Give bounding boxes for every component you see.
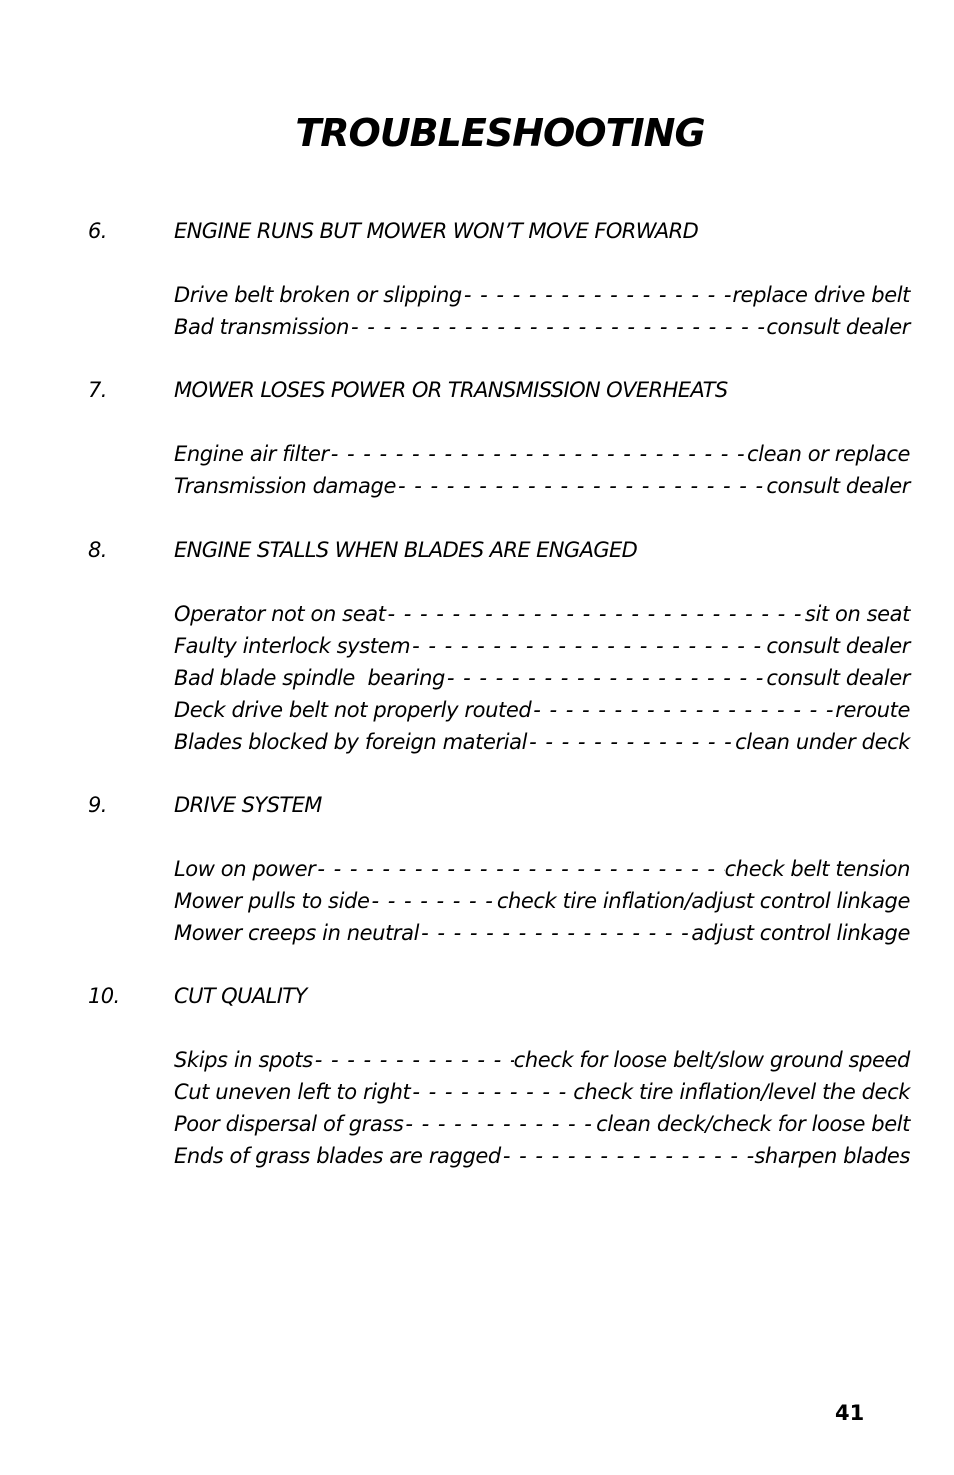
entry-list xyxy=(0,853,954,949)
section-title: MOWER LOSES POWER OR TRANSMISSION OVERHEATS xyxy=(174,378,728,402)
section-heading xyxy=(0,374,954,406)
problem-text: Poor dispersal of grass xyxy=(174,1112,404,1136)
section-9 xyxy=(0,789,954,949)
section-number: 9. xyxy=(88,793,107,817)
section-heading xyxy=(0,789,954,821)
dot-leader xyxy=(445,666,766,690)
section-number: 10. xyxy=(88,984,120,1008)
troubleshooting-entry xyxy=(174,279,910,311)
problem-text: Mower creeps in neutral xyxy=(174,921,420,945)
entry-list xyxy=(0,1044,954,1172)
remedy-text: check tire inflation/adjust control linkage xyxy=(496,889,910,913)
remedy-text: check belt tension xyxy=(724,857,910,881)
dot-leader xyxy=(313,1048,514,1072)
problem-text: Deck drive belt not properly routed xyxy=(174,698,532,722)
section-heading xyxy=(0,534,954,566)
remedy-text: consult dealer xyxy=(766,666,910,690)
remedy-text: consult dealer xyxy=(766,474,910,498)
problem-text: Cut uneven left to right xyxy=(174,1080,411,1104)
troubleshooting-entry xyxy=(174,1108,910,1140)
remedy-text: adjust control linkage xyxy=(691,921,910,945)
troubleshooting-entry xyxy=(174,630,910,662)
troubleshooting-entry xyxy=(174,694,910,726)
troubleshooting-entry xyxy=(174,662,910,694)
problem-text: Bad transmission xyxy=(174,315,350,339)
remedy-text: consult dealer xyxy=(766,634,910,658)
problem-text: Engine air filter xyxy=(174,442,329,466)
remedy-text: check tire inflation/level the deck xyxy=(573,1080,910,1104)
dot-leader xyxy=(403,1112,596,1136)
troubleshooting-entry xyxy=(174,917,910,949)
section-7 xyxy=(0,374,954,502)
page-title: TROUBLESHOOTING xyxy=(295,111,705,156)
troubleshooting-entry xyxy=(174,726,910,758)
section-number: 7. xyxy=(88,378,107,402)
dot-leader xyxy=(501,1144,755,1168)
section-title: ENGINE STALLS WHEN BLADES ARE ENGAGED xyxy=(174,538,638,562)
entry-list xyxy=(0,598,954,758)
remedy-text: consult dealer xyxy=(766,315,910,339)
remedy-text: sharpen blades xyxy=(754,1144,910,1168)
section-title: DRIVE SYSTEM xyxy=(174,793,322,817)
problem-text: Skips in spots xyxy=(174,1048,313,1072)
problem-text: Ends of grass blades are ragged xyxy=(174,1144,501,1168)
dot-leader xyxy=(527,730,735,754)
dot-leader xyxy=(349,315,766,339)
problem-text: Transmission damage xyxy=(174,474,396,498)
section-8 xyxy=(0,534,954,758)
remedy-text: clean deck/check for loose belt xyxy=(596,1112,910,1136)
section-title: ENGINE RUNS BUT MOWER WON’T MOVE FORWARD xyxy=(174,219,699,243)
troubleshooting-entry xyxy=(174,885,910,917)
section-heading xyxy=(0,215,954,247)
remedy-text: clean or replace xyxy=(747,442,910,466)
section-10 xyxy=(0,980,954,1172)
dot-leader xyxy=(531,698,835,722)
troubleshooting-entry xyxy=(174,1076,910,1108)
section-number: 8. xyxy=(88,538,107,562)
dot-leader xyxy=(329,442,747,466)
entry-list xyxy=(0,279,954,343)
section-heading xyxy=(0,980,954,1012)
remedy-text: replace drive belt xyxy=(732,283,910,307)
troubleshooting-entry xyxy=(174,1044,910,1076)
troubleshooting-entry xyxy=(174,598,910,630)
remedy-text: reroute xyxy=(835,698,910,722)
problem-text: Bad blade spindle bearing xyxy=(174,666,445,690)
dot-leader xyxy=(396,474,766,498)
dot-leader xyxy=(410,634,766,658)
troubleshooting-entry xyxy=(174,853,910,885)
remedy-text: check for loose belt/slow ground speed xyxy=(513,1048,910,1072)
problem-text: Drive belt broken or slipping xyxy=(174,283,462,307)
troubleshooting-entry xyxy=(174,438,910,470)
dot-leader xyxy=(369,889,496,913)
troubleshooting-entry xyxy=(174,470,910,502)
entry-list xyxy=(0,438,954,502)
dot-leader xyxy=(386,602,805,626)
dot-leader xyxy=(315,857,724,881)
section-title: CUT QUALITY xyxy=(174,984,307,1008)
remedy-text: clean under deck xyxy=(735,730,910,754)
dot-leader xyxy=(410,1080,573,1104)
problem-text: Operator not on seat xyxy=(174,602,386,626)
troubleshooting-entry xyxy=(174,1140,910,1172)
problem-text: Blades blocked by foreign material xyxy=(174,730,528,754)
troubleshooting-entry xyxy=(174,311,910,343)
page-number: 41 xyxy=(835,1401,865,1425)
section-6 xyxy=(0,215,954,343)
remedy-text: sit on seat xyxy=(804,602,910,626)
problem-text: Low on power xyxy=(174,857,316,881)
problem-text: Mower pulls to side xyxy=(174,889,370,913)
problem-text: Faulty interlock system xyxy=(174,634,411,658)
section-number: 6. xyxy=(88,219,107,243)
dot-leader xyxy=(462,283,732,307)
dot-leader xyxy=(419,921,691,945)
